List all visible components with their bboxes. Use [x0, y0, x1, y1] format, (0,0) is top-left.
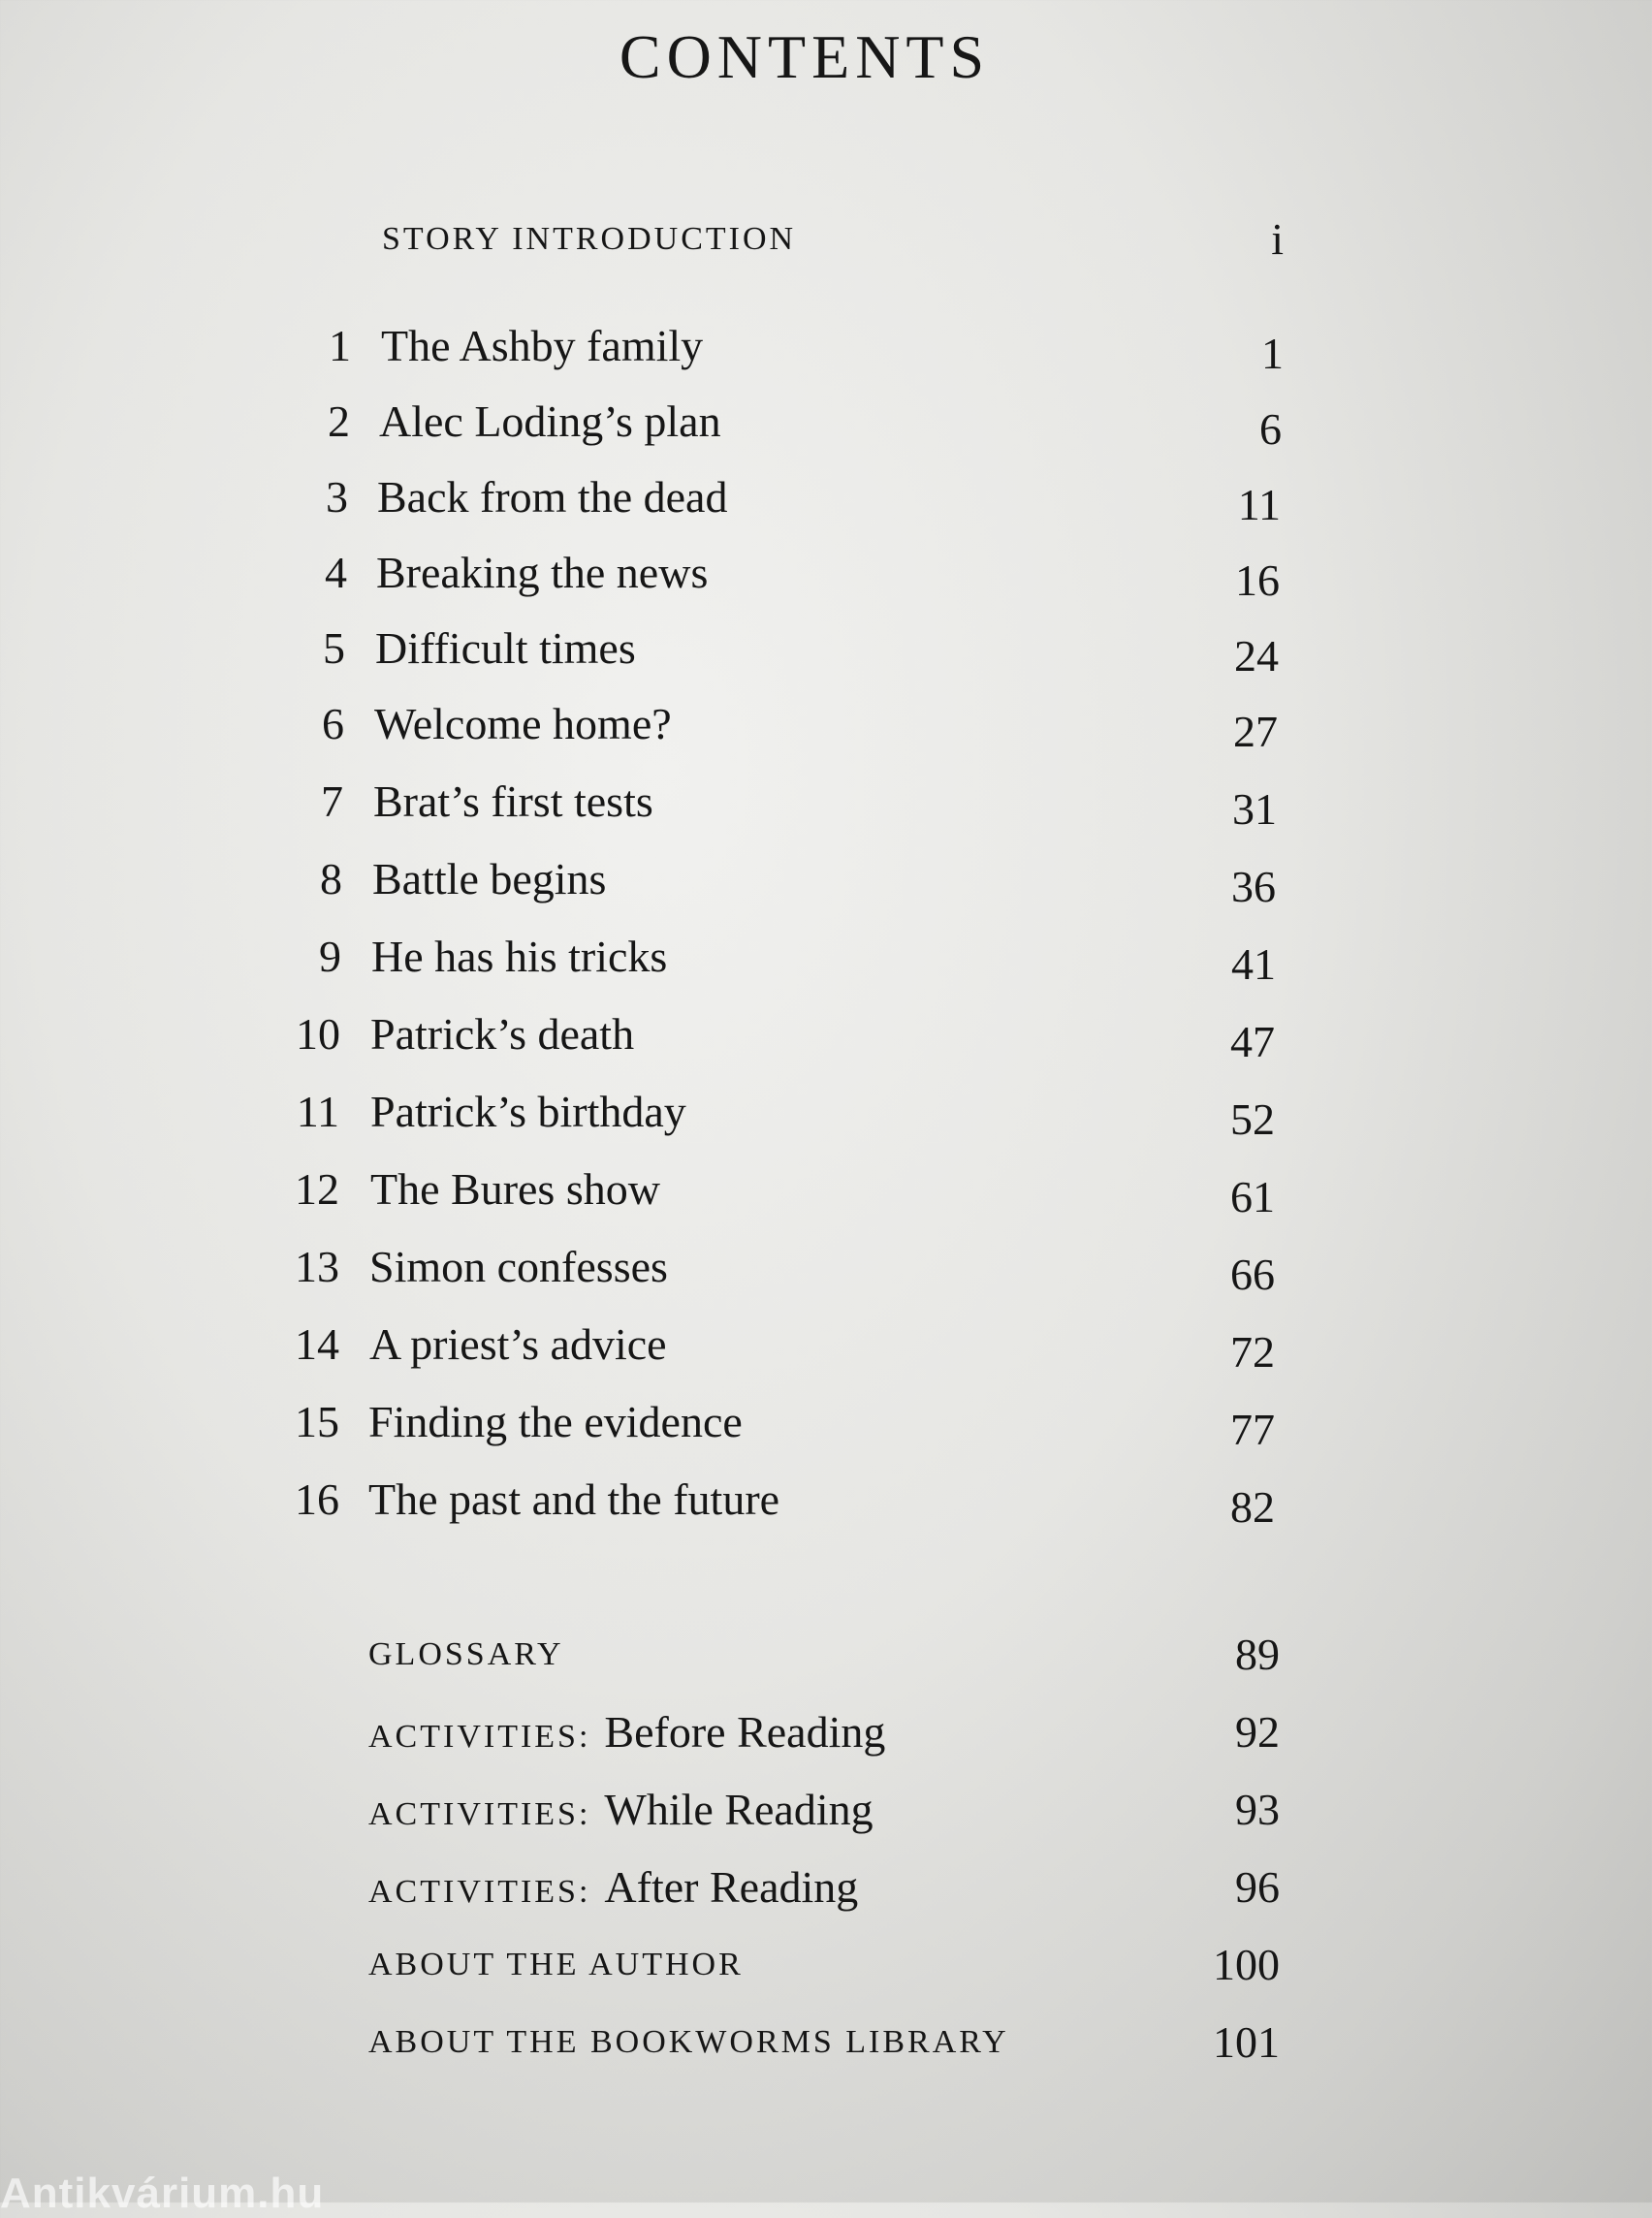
chapter-number: 2	[328, 396, 350, 446]
chapter-title: Finding the evidence	[368, 1397, 743, 1446]
chapter-page: 36	[1231, 862, 1276, 911]
chapter-number: 8	[320, 854, 342, 903]
chapter-number: 1	[329, 321, 351, 370]
chapter-title: A priest’s advice	[369, 1319, 667, 1369]
back-matter-page: 100	[1213, 1940, 1280, 1989]
chapter-page: 61	[1230, 1172, 1275, 1221]
back-matter-heading: ACTIVITIES:	[368, 1796, 591, 1832]
chapter-number: 15	[295, 1397, 339, 1446]
back-matter-label	[368, 1861, 858, 1913]
chapter-number: 9	[319, 932, 341, 981]
chapter-title: The past and the future	[368, 1474, 780, 1524]
chapter-page: 66	[1230, 1250, 1275, 1299]
intro-row	[382, 213, 1284, 275]
chapter-page: 77	[1230, 1405, 1275, 1454]
back-matter-heading: ABOUT THE AUTHOR	[368, 1947, 744, 1982]
chapter-number: 7	[321, 776, 343, 826]
chapter-page: 31	[1232, 784, 1277, 834]
back-matter-page: 92	[1235, 1707, 1280, 1757]
intro-label: STORY INTRODUCTION	[382, 221, 797, 257]
chapter-page: 82	[1230, 1482, 1275, 1532]
chapter-title: Alec Loding’s plan	[379, 396, 721, 446]
intro-page: i	[1271, 214, 1284, 264]
chapter-number: 13	[295, 1242, 339, 1291]
back-matter-page: 89	[1235, 1630, 1280, 1679]
chapter-number: 3	[326, 472, 348, 522]
chapter-title: Welcome home?	[374, 699, 672, 748]
chapter-title: The Bures show	[370, 1164, 660, 1214]
chapter-title: Back from the dead	[377, 472, 728, 522]
back-matter-label	[368, 1947, 744, 1983]
chapter-title: The Ashby family	[381, 321, 704, 370]
back-matter-label	[368, 1784, 874, 1835]
chapter-number: 14	[295, 1319, 339, 1369]
chapter-number: 16	[295, 1474, 339, 1524]
back-matter-label	[368, 1706, 885, 1758]
chapter-number: 10	[296, 1009, 340, 1059]
back-matter-heading: GLOSSARY	[368, 1636, 564, 1672]
chapter-page: 24	[1234, 631, 1279, 681]
chapter-title: Battle begins	[372, 854, 607, 903]
chapter-page: 16	[1235, 555, 1280, 605]
back-matter-label	[368, 2024, 1009, 2061]
chapter-page: 47	[1230, 1017, 1275, 1066]
chapter-page: 41	[1231, 939, 1276, 989]
chapter-number: 4	[325, 548, 347, 597]
back-matter-page: 96	[1235, 1862, 1280, 1912]
back-matter-subtitle: After Reading	[604, 1862, 859, 1912]
chapter-page: 1	[1261, 329, 1284, 378]
back-matter-label	[368, 1636, 564, 1673]
back-matter-heading: ABOUT THE BOOKWORMS LIBRARY	[368, 2024, 1009, 2060]
chapter-number: 11	[296, 1087, 339, 1136]
chapter-title: Patrick’s death	[370, 1009, 635, 1059]
chapter-title: Patrick’s birthday	[370, 1087, 686, 1136]
chapter-title: Simon confesses	[369, 1242, 668, 1291]
chapter-number: 6	[322, 699, 344, 748]
chapter-page: 72	[1230, 1327, 1275, 1377]
chapter-page: 11	[1237, 480, 1281, 529]
chapter-page: 27	[1233, 707, 1278, 756]
chapter-title: Breaking the news	[376, 548, 709, 597]
chapter-number: 5	[323, 623, 345, 673]
page-title: CONTENTS	[619, 22, 991, 91]
back-matter-heading: ACTIVITIES:	[368, 1874, 591, 1910]
chapter-number: 12	[295, 1164, 339, 1214]
back-matter-subtitle: Before Reading	[604, 1707, 886, 1757]
chapter-page: 6	[1259, 404, 1282, 454]
back-matter-page: 101	[1213, 2017, 1280, 2067]
back-matter-page: 93	[1235, 1785, 1280, 1834]
back-matter-subtitle: While Reading	[604, 1785, 874, 1834]
chapter-page: 52	[1230, 1094, 1275, 1144]
watermark: Antikvárium.hu	[0, 2170, 325, 2217]
chapter-title: Difficult times	[375, 623, 636, 673]
chapter-title: Brat’s first tests	[373, 776, 653, 826]
chapter-title: He has his tricks	[371, 932, 668, 981]
back-matter-heading: ACTIVITIES:	[368, 1719, 591, 1755]
